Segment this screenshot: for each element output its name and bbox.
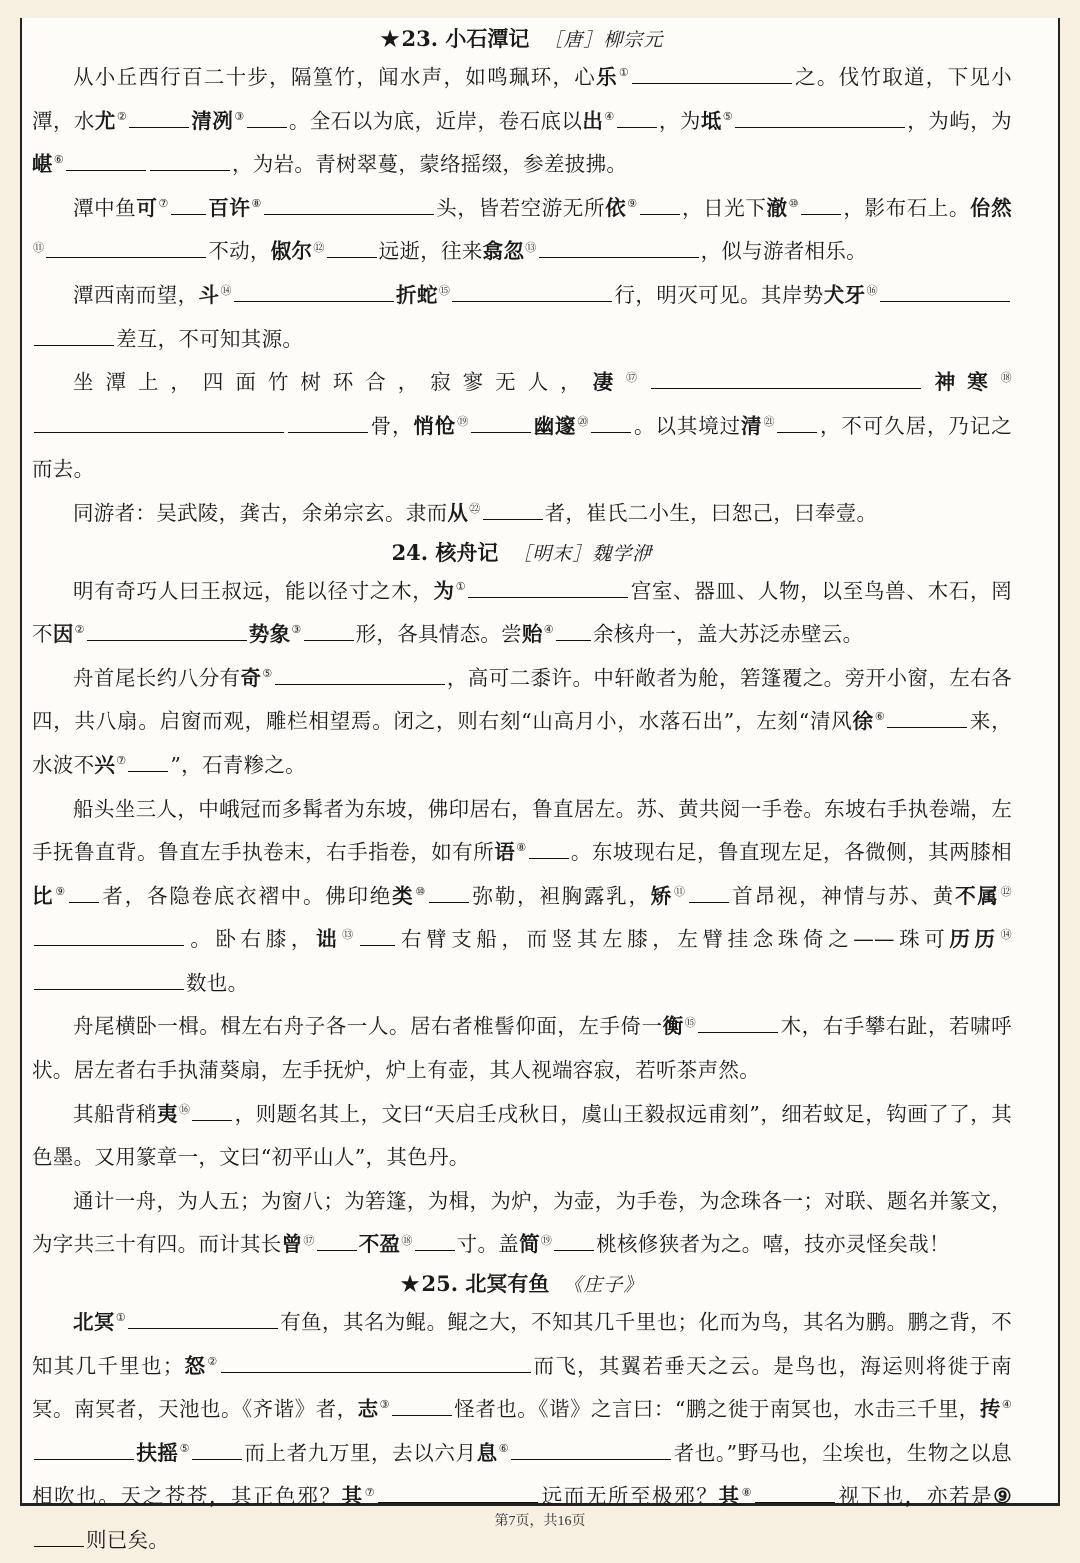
fill-in-blank[interactable] (471, 412, 531, 433)
text-paragraph (32, 361, 1012, 492)
fill-in-blank[interactable] (511, 1439, 671, 1460)
fill-in-blank[interactable] (34, 969, 184, 990)
fill-in-blank[interactable] (632, 63, 792, 84)
annotated-word: 扶摇 (136, 1440, 179, 1465)
note-number: ⑱ (401, 1233, 413, 1247)
text-run: 船头坐三人，中峨冠而多髯者为东坡，佛印居右，鲁直居左。苏、黄共阅一手卷。东坡右手执卷端，左手抚鲁直背。鲁直左手执卷末，右手指卷，如有所 (32, 796, 1012, 865)
fill-in-blank[interactable] (264, 194, 434, 215)
text-paragraph (32, 1093, 1012, 1180)
text-run: 从小丘西行百二十步，隔篁竹，闻水声，如鸣珮环，心 (73, 65, 597, 89)
annotated-word: 乐 (596, 65, 618, 89)
text-paragraph (32, 657, 1012, 788)
note-number: ⑧ (516, 841, 527, 855)
fill-in-blank[interactable] (777, 412, 817, 433)
annotated-word: 翕忽 (482, 239, 525, 264)
section-title (32, 1267, 1012, 1301)
note-number: ⑲ (457, 414, 470, 428)
fill-in-blank[interactable] (801, 194, 841, 215)
note-number: ⑫ (1000, 884, 1012, 898)
fill-in-blank[interactable] (247, 107, 287, 128)
text-run: 明有奇巧人曰王叔远，能以径寸之木， (73, 578, 434, 603)
text-run: 舟尾横卧一楫。楫左右舟子各一人。居右者椎髻仰面，左手倚一 (73, 1014, 663, 1039)
text-run: 潭中鱼 (73, 195, 137, 220)
fill-in-blank[interactable] (128, 1308, 278, 1329)
fill-in-blank[interactable] (539, 237, 699, 258)
text-run: 其船背稍 (73, 1101, 157, 1126)
section-author: ［明末］魏学洢 (512, 542, 653, 565)
text-run: 者，各隐卷底衣褶中。佛印绝 (100, 883, 393, 908)
annotated-word: 折蛇 (395, 282, 438, 307)
text-run: 来，水波不 (32, 709, 1012, 777)
note-number: ⑦ (116, 754, 127, 768)
fill-in-blank[interactable] (617, 107, 657, 128)
text-run: 数也。 (186, 970, 249, 995)
annotated-word: 类 (392, 883, 415, 908)
annotated-word: 比 (32, 883, 55, 908)
annotated-word: 可 (136, 195, 158, 220)
text-paragraph (32, 788, 1012, 1006)
section-title-text: 24. 核舟记 (391, 539, 499, 565)
section-title (32, 536, 1012, 570)
text-run: ，高可二黍许。中轩敞者为舱，箬篷覆之。旁开小窗，左右各四，共八扇。启窗而观，雕栏相望焉。闭之，则右刻“山高月小，水落石出”，左刻“清风 (32, 665, 1012, 734)
text-run: 通计一舟，为人五；为窗八；为箬篷，为楫，为炉，为壶，为手卷，为念珠各一；对联、题名并篆文，为字共三十有四。而计其长 (32, 1188, 1012, 1257)
note-number: ⑦ (158, 196, 169, 210)
text-run: 弥勒，袒胸露乳， (471, 883, 651, 908)
annotated-word: 夷 (156, 1101, 178, 1126)
text-paragraph (32, 570, 1012, 657)
text-run: 宫室、器皿、人物，以至鸟兽、木石，罔不 (32, 578, 1012, 647)
note-number: ⑲ (540, 1233, 553, 1247)
annotated-word: 不属 (955, 883, 1000, 908)
annotated-word: 清冽 (191, 108, 234, 133)
text-run: 坐潭上，四面竹树环合，寂寥无人， (73, 370, 593, 395)
fill-in-blank[interactable] (34, 325, 114, 346)
note-number: ③ (234, 109, 245, 123)
fill-in-blank[interactable] (755, 1482, 835, 1503)
note-number: ④ (604, 109, 615, 123)
text-run: 潭西南而望， (73, 282, 199, 307)
note-number: ⑬ (525, 240, 537, 254)
text-run: ，为 (658, 108, 701, 133)
note-number: ⑯ (178, 1102, 191, 1116)
note-number: ㉒ (469, 502, 481, 516)
annotated-word: ⑨ (993, 1484, 1012, 1509)
note-number: ⑧ (251, 196, 262, 210)
text-run: 余核舟一，盖大苏泛赤壁云。 (592, 622, 864, 647)
note-number: ⑩ (788, 196, 800, 210)
fill-in-blank[interactable] (128, 751, 168, 772)
text-run: 。全石以为底，近岸，卷石底以 (288, 108, 583, 133)
text-run: 骨， (370, 413, 414, 438)
text-run: ，为岩。青树翠蔓，蒙络摇缀，参差披拂。 (231, 152, 628, 177)
text-run: 则已矣。 (86, 1528, 170, 1552)
annotated-word: 神寒 (923, 370, 1000, 395)
text-run: 。 (186, 927, 216, 952)
fill-in-blank[interactable] (34, 412, 284, 433)
note-number: ⑤ (262, 666, 273, 680)
annotated-word: 矫 (650, 883, 674, 908)
fill-in-blank[interactable] (698, 1012, 778, 1033)
text-paragraph (32, 1005, 1012, 1092)
fill-in-blank[interactable] (69, 882, 99, 903)
note-number: ⑧ (741, 1485, 754, 1499)
text-run: 怪者也。《谐》之言曰：“鹏之徙于南冥也，水击三千里， (454, 1397, 980, 1422)
text-run: 而飞，其翼若垂天之云。是鸟也，海运则将徙于南冥。南冥者，天池也。《齐谐》者， (32, 1353, 1012, 1422)
fill-in-blank[interactable] (415, 1230, 455, 1251)
annotated-word: 抟 (979, 1397, 1001, 1422)
fill-in-blank[interactable] (360, 925, 395, 946)
fill-in-blank[interactable] (66, 150, 146, 171)
fill-in-blank[interactable] (591, 412, 631, 433)
note-number: ④ (543, 623, 554, 637)
fill-in-blank[interactable] (378, 1482, 538, 1503)
annotated-word: 志 (357, 1397, 379, 1422)
fill-in-blank[interactable] (880, 281, 1010, 302)
section-author: ［唐］柳宗元 (543, 29, 664, 51)
fill-in-blank[interactable] (288, 412, 368, 433)
fill-in-blank[interactable] (651, 368, 921, 389)
text-run: 头，皆若空游无所 (435, 195, 606, 220)
text-paragraph (32, 56, 1012, 187)
note-number: ③ (291, 623, 302, 637)
annotated-word: 清 (741, 413, 763, 438)
note-number: ② (207, 1354, 219, 1368)
annotated-word: 百许 (207, 195, 251, 220)
text-run: 差互，不可知其源。 (116, 326, 304, 351)
note-number: ② (74, 623, 85, 637)
note-number: ⑭ (1000, 928, 1012, 942)
text-run: 右臂支船，而竖其左膝，左臂挂念珠倚之——珠可 (396, 927, 950, 952)
text-run: 之。伐竹取道，下见小潭，水 (32, 65, 1012, 133)
text-run: 行，明灭可见。其岸势 (614, 282, 824, 307)
annotated-word: 怒 (183, 1353, 207, 1378)
star-icon: ★ (380, 26, 400, 51)
fill-in-blank[interactable] (392, 1395, 452, 1416)
fill-in-blank[interactable] (556, 620, 591, 641)
note-number: ⑱ (1000, 371, 1012, 385)
text-run: 桃核修狭者为之。嘻，技亦灵怪矣哉！ (596, 1232, 950, 1257)
fill-in-blank[interactable] (46, 237, 206, 258)
text-run: 寸。盖 (456, 1232, 520, 1257)
note-number: ⑥ (498, 1441, 510, 1455)
annotated-word: 奇 (240, 665, 262, 690)
fill-in-blank[interactable] (234, 281, 394, 302)
text-run: 卧右膝， (215, 927, 316, 952)
text-run: 视下也，亦若是 (837, 1484, 994, 1509)
text-paragraph (32, 492, 1012, 536)
text-run: 而上者九万里，去以六月 (244, 1440, 477, 1465)
text-run: 远而无所至极邪？ (540, 1484, 719, 1509)
fill-in-blank[interactable] (192, 1100, 232, 1121)
annotated-word: 息 (476, 1440, 498, 1465)
annotated-word: 语 (494, 840, 516, 865)
annotated-word: 衡 (662, 1014, 684, 1039)
annotated-word: 其 (341, 1484, 364, 1509)
annotated-word: 为 (433, 578, 455, 603)
text-run: 有鱼，其名为鲲。鲲之大，不知其几千里也；化而为鸟，其名为鹏。鹏之背，不知其几千里也； (32, 1310, 1012, 1378)
document-content (32, 22, 1012, 1563)
annotated-word: 幽邃 (533, 413, 577, 438)
text-run: 首昂视，神情与苏、黄 (730, 883, 956, 908)
annotated-word: 嵁 (32, 152, 53, 177)
fill-in-blank[interactable] (87, 620, 247, 641)
note-number: ⑳ (577, 414, 590, 428)
fill-in-blank[interactable] (327, 237, 377, 258)
note-number: ⑪ (33, 240, 45, 254)
note-number: ⑨ (627, 196, 638, 210)
fill-in-blank[interactable] (317, 1230, 357, 1251)
note-number: ⑮ (438, 284, 451, 298)
text-run: ，不可久居，乃记之而去。 (32, 413, 1012, 482)
text-run: ，影布石上。 (843, 195, 971, 220)
text-run: ，为屿，为 (907, 108, 1012, 133)
note-number: ⑤ (722, 109, 734, 123)
note-number: ② (116, 109, 128, 123)
annotated-word: 简 (519, 1232, 540, 1257)
fill-in-blank[interactable] (429, 882, 469, 903)
text-run: 。东坡现右足，鲁直现左足，各微侧，其两膝相 (570, 840, 1012, 865)
note-number: ⑥ (874, 710, 886, 724)
section-title-text: 25. 北冥有鱼 (421, 1271, 550, 1297)
note-number: ㉑ (763, 414, 776, 428)
annotated-word: 澈 (766, 195, 788, 220)
section-title (32, 22, 1012, 56)
annotated-word: 出 (582, 108, 604, 133)
fill-in-blank[interactable] (304, 620, 354, 641)
fill-in-blank[interactable] (34, 1439, 134, 1460)
text-run: 木，右手攀右趾，若啸呼状。居左者右手执蒲葵扇，左手抚炉，炉上有壶，其人视端容寂，若听茶声然。 (32, 1014, 1012, 1083)
annotated-word: 佁然 (970, 195, 1012, 220)
annotated-word: 诎 (315, 927, 342, 952)
text-paragraph (32, 274, 1012, 361)
note-number: ⑫ (313, 240, 325, 254)
fill-in-blank[interactable] (468, 577, 628, 598)
fill-in-blank[interactable] (887, 707, 967, 728)
annotated-word: 悄怆 (413, 413, 457, 438)
fill-in-blank[interactable] (275, 664, 445, 685)
note-number: ⑦ (364, 1485, 377, 1499)
annotated-word: 北冥 (73, 1310, 115, 1335)
annotated-word: 贻 (521, 622, 543, 647)
note-number: ⑭ (220, 284, 232, 298)
annotated-word: 坻 (700, 108, 722, 133)
text-run: 不动， (208, 239, 271, 264)
text-run: 形，各具情态。尝 (355, 622, 522, 647)
note-number: ⑬ (342, 928, 358, 942)
page-footer: 第7页，共16页 (494, 1514, 586, 1529)
note-number: ① (455, 579, 467, 593)
fill-in-blank[interactable] (554, 1230, 594, 1251)
text-run: ，日光下 (681, 195, 767, 220)
note-number: ⑩ (415, 884, 427, 898)
annotated-word: 依 (605, 195, 627, 220)
text-run: 舟首尾长约八分有 (73, 665, 241, 690)
fill-in-blank[interactable] (689, 882, 729, 903)
annotated-word: 俶尔 (270, 239, 313, 264)
annotated-word: 尤 (94, 108, 116, 133)
note-number: ⑤ (179, 1441, 191, 1455)
annotated-word: 从 (447, 500, 469, 525)
note-number: ⑰ (303, 1233, 315, 1247)
note-number: ⑨ (55, 884, 67, 898)
text-paragraph (32, 1180, 1012, 1267)
annotated-word: 因 (52, 622, 74, 647)
section-title-text: 23. 小石潭记 (401, 26, 530, 51)
fill-in-blank[interactable] (529, 838, 569, 859)
note-number: ⑯ (866, 284, 879, 298)
annotated-word: 斗 (198, 282, 220, 307)
fill-in-blank[interactable] (221, 1352, 531, 1373)
text-run: 。以其境过 (633, 413, 742, 438)
note-number: ⑪ (674, 884, 687, 898)
note-number: ⑥ (53, 153, 64, 167)
fill-in-blank[interactable] (483, 499, 543, 520)
annotated-word: 犬牙 (823, 282, 866, 307)
fill-in-blank[interactable] (452, 281, 612, 302)
annotated-word: 徐 (852, 709, 874, 734)
fill-in-blank[interactable] (129, 107, 189, 128)
fill-in-blank[interactable] (735, 107, 905, 128)
text-run: 者也。”野马也，尘埃也，生物之以息相吹也。天之苍苍，其正色邪？ (32, 1440, 1012, 1509)
star-icon: ★ (400, 1271, 420, 1297)
annotated-word: 其 (718, 1484, 741, 1509)
note-number: ⑮ (684, 1015, 697, 1029)
note-number: ④ (1001, 1398, 1012, 1412)
annotated-word: 势象 (248, 622, 291, 647)
note-number: ① (618, 66, 631, 80)
note-number: ⑰ (626, 371, 650, 385)
text-paragraph (32, 187, 1012, 274)
text-run: ，则题名其上，文曰“天启壬戌秋日，虞山王毅叔远甫刻”，细若蚊足，钩画了了，其色墨。又用篆章一，文曰“初平山人”，其色丹。 (32, 1101, 1013, 1170)
note-number: ① (115, 1311, 127, 1325)
annotated-word: 凄 (592, 370, 626, 395)
fill-in-blank[interactable] (34, 925, 184, 946)
fill-in-blank[interactable] (150, 150, 230, 171)
fill-in-blank[interactable] (171, 194, 206, 215)
text-run: 者，崔氏二小生，曰恕己，曰奉壹。 (544, 500, 878, 525)
text-run: 同游者：吴武陵，龚古，余弟宗玄。隶而 (73, 500, 448, 525)
fill-in-blank[interactable] (192, 1439, 242, 1460)
fill-in-blank[interactable] (640, 194, 680, 215)
text-run: 远逝，往来 (378, 239, 483, 264)
annotated-word: 曾 (281, 1232, 303, 1257)
section-author: 《庄子》 (563, 1274, 644, 1297)
text-run: ”，石青糁之。 (170, 752, 306, 777)
note-number: ③ (379, 1398, 391, 1412)
annotated-word: 兴 (94, 752, 116, 777)
text-run: ，似与游者相乐。 (700, 239, 867, 264)
annotated-word: 历历 (949, 927, 1000, 952)
annotated-word: 不盈 (358, 1232, 401, 1257)
